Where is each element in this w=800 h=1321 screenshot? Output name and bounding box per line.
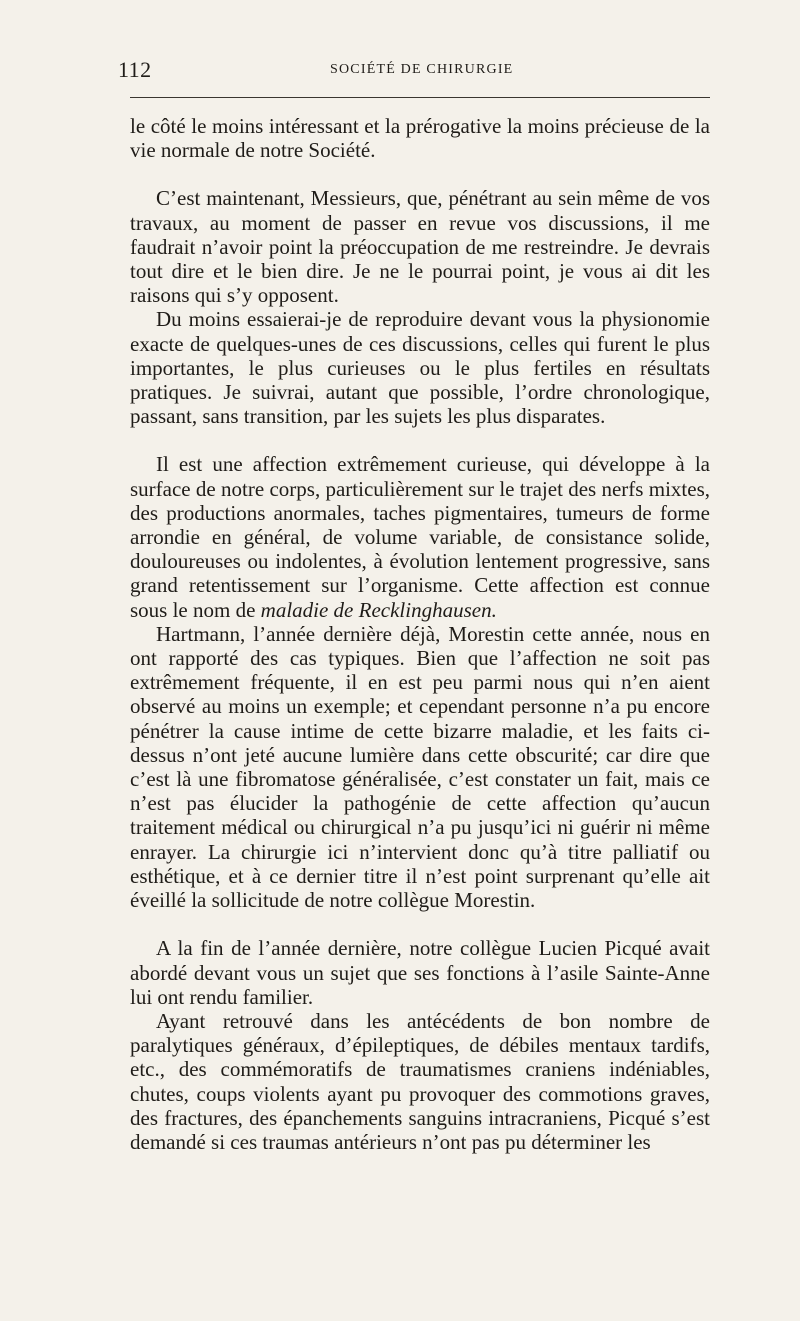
body-text [130, 114, 710, 1154]
paragraph-5: Hartmann, l’année dernière déjà, Morestin cette année, nous en ont rapporté des cas typiques. Bien que l’affection ne soit pas extrêmement fréquente, il en est peu parmi nous qui n’en aient observé au moins un exemple; et cependant personne n’a pu encore pénétrer la cause intime de cette bizarre maladie, et les faits ci-dessus n’ont jeté aucune lumière dans cette obscurité; car dire que c’est là une fibromatose généralisée, c’est constater un fait, mais ce n’est pas élucider la pathogénie de cette affection qu’aucun traitement médical ou chirurgical n’a pu jusqu’ici ni guérir ni même enrayer. La chirurgie ici n’intervient donc qu’à titre palliatif ou esthétique, et à ce dernier titre il n’est point surprenant qu’elle ait éveillé la sollicitude de notre collègue Morestin. [130, 621, 710, 913]
paragraph-1: le côté le moins intéressant et la prérogative la moins précieuse de la vie normale de notre Société. [130, 114, 710, 163]
paragraph-7: Ayant retrouvé dans les antécédents de bon nombre de paralytiques généraux, d’épileptiques, de débiles mentaux tardifs, etc., des commémoratifs de traumatismes craniens indéniables, chutes, coups violents ayant pu provoquer des commotions graves, des fractures, des épanchements sanguins intracraniens, Picqué s’est demandé si ces traumas antérieurs n’ont pas pu déterminer les [130, 1008, 710, 1154]
paragraph-4-text: Il est une affection extrêmement curieuse, qui développe à la surface de notre corps, particulièrement sur le trajet des nerfs mixtes, des productions anormales, taches pigmentaires, tumeurs de forme arrondie en général, de volume variable, de consistance solide, douloureuses ou indolentes, à évolution lentement progressive, sans grand retentissement sur l’organisme. Cette affection est connue sous le nom de [130, 452, 710, 622]
page-header [118, 57, 712, 85]
header-rule [130, 97, 710, 98]
paragraph-3: Du moins essaierai-je de reproduire devant vous la physionomie exacte de quelques-unes de ces discussions, celles qui furent le plus importantes, le plus curieuses ou le plus fertiles en résultats pratiques. Je suivrai, autant que possible, l’ordre chronologique, passant, sans transition, par les sujets les plus disparates. [130, 307, 710, 429]
disease-name: maladie de Recklinghausen. [260, 597, 497, 622]
page-number: 112 [118, 57, 152, 82]
running-head: SOCIÉTÉ DE CHIRURGIE [330, 62, 514, 77]
paragraph-4 [130, 452, 710, 621]
paragraph-2: C’est maintenant, Messieurs, que, pénétrant au sein même de vos travaux, au moment de passer en revue vos discussions, il me faudrait n’avoir point la préoccupation de me restreindre. Je devrais tout dire et le bien dire. Je ne le pourrai point, je vous ai dit les raisons qui s’y opposent. [130, 186, 710, 308]
paragraph-6: A la fin de l’année dernière, notre collègue Lucien Picqué avait abordé devant vous un sujet que ses fonctions à l’asile Sainte-Anne lui ont rendu familier. [130, 936, 710, 1009]
